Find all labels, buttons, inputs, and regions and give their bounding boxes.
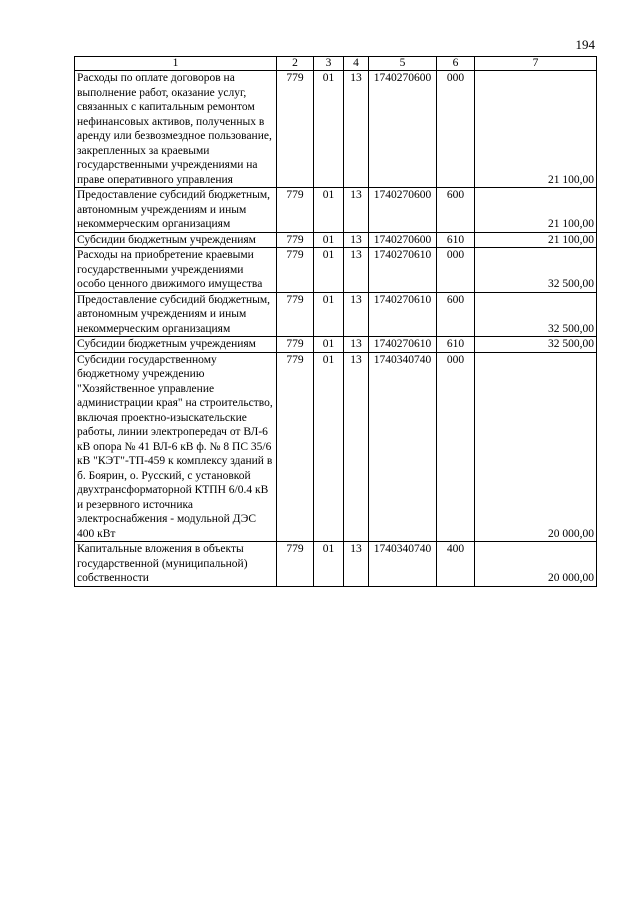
- ministry-code: 779: [277, 248, 314, 293]
- expense-type-code: 610: [437, 232, 475, 248]
- table-row: [75, 292, 597, 337]
- section-code: 01: [314, 352, 344, 542]
- item-name: Субсидии государственному бюджетному учреждению "Хозяйственное управление администрации края" на строительство, включая проектно-изыскательские работы, линии электропередач от ВЛ-6 кВ опора № 41 ВЛ-6 кВ ф. № 8 ПС 35/6 кВ "КЭТ"-ТП-459 к комплексу зданий в б. Боярин, о. Русский, с установкой двухтрансформаторной КТПН 6/0.4 кВ и резервного источника электроснабжения - модульной ДЭС 400 кВт: [75, 352, 277, 542]
- section-code: 01: [314, 188, 344, 233]
- item-name: Капитальные вложения в объекты государственной (муниципальной) собственности: [75, 542, 277, 587]
- column-header: 4: [344, 57, 369, 71]
- target-code: 1740270600: [369, 232, 437, 248]
- section-code: 01: [314, 248, 344, 293]
- page-number: 194: [575, 37, 595, 52]
- expense-type-code: 600: [437, 188, 475, 233]
- subsection-code: 13: [344, 248, 369, 293]
- item-name: Субсидии бюджетным учреждениям: [75, 337, 277, 353]
- amount: 20 000,00: [475, 352, 597, 542]
- table-row: [75, 542, 597, 587]
- table-row: [75, 337, 597, 353]
- item-name: Расходы по оплате договоров на выполнение работ, оказание услуг, связанных с капитальным ремонтом нефинансовых активов, полученных в аренду или безвозмездное пользование, закрепленных за краевыми государственными учреждениями на праве оперативного управления: [75, 71, 277, 188]
- section-code: 01: [314, 71, 344, 188]
- target-code: 1740270600: [369, 71, 437, 188]
- amount: 32 500,00: [475, 337, 597, 353]
- item-name: Предоставление субсидий бюджетным, автономным учреждениям и иным некоммерческим организациям: [75, 188, 277, 233]
- expense-type-code: 600: [437, 292, 475, 337]
- subsection-code: 13: [344, 71, 369, 188]
- ministry-code: 779: [277, 542, 314, 587]
- item-name: Субсидии бюджетным учреждениям: [75, 232, 277, 248]
- subsection-code: 13: [344, 232, 369, 248]
- column-header: 2: [277, 57, 314, 71]
- ministry-code: 779: [277, 232, 314, 248]
- section-code: 01: [314, 542, 344, 587]
- table-row: [75, 352, 597, 542]
- expense-type-code: 000: [437, 352, 475, 542]
- target-code: 1740270610: [369, 292, 437, 337]
- expense-type-code: 400: [437, 542, 475, 587]
- item-name: Предоставление субсидий бюджетным, автономным учреждениям и иным некоммерческим организациям: [75, 292, 277, 337]
- column-number-row: [75, 57, 597, 71]
- subsection-code: 13: [344, 188, 369, 233]
- column-header: 5: [369, 57, 437, 71]
- table-row: [75, 188, 597, 233]
- target-code: 1740340740: [369, 542, 437, 587]
- expense-type-code: 000: [437, 71, 475, 188]
- amount: 32 500,00: [475, 248, 597, 293]
- ministry-code: 779: [277, 352, 314, 542]
- section-code: 01: [314, 232, 344, 248]
- target-code: 1740270600: [369, 188, 437, 233]
- budget-table: [74, 56, 597, 587]
- column-header: 7: [475, 57, 597, 71]
- section-code: 01: [314, 337, 344, 353]
- subsection-code: 13: [344, 542, 369, 587]
- subsection-code: 13: [344, 337, 369, 353]
- column-header: 1: [75, 57, 277, 71]
- section-code: 01: [314, 292, 344, 337]
- table-row: [75, 71, 597, 188]
- ministry-code: 779: [277, 188, 314, 233]
- amount: 21 100,00: [475, 232, 597, 248]
- target-code: 1740270610: [369, 337, 437, 353]
- amount: 32 500,00: [475, 292, 597, 337]
- expense-type-code: 000: [437, 248, 475, 293]
- subsection-code: 13: [344, 352, 369, 542]
- ministry-code: 779: [277, 337, 314, 353]
- table-row: [75, 232, 597, 248]
- target-code: 1740270610: [369, 248, 437, 293]
- column-header: 3: [314, 57, 344, 71]
- ministry-code: 779: [277, 292, 314, 337]
- column-header: 6: [437, 57, 475, 71]
- ministry-code: 779: [277, 71, 314, 188]
- amount: 21 100,00: [475, 188, 597, 233]
- subsection-code: 13: [344, 292, 369, 337]
- expense-type-code: 610: [437, 337, 475, 353]
- item-name: Расходы на приобретение краевыми государственными учреждениями особо ценного движимого имущества: [75, 248, 277, 293]
- table-row: [75, 248, 597, 293]
- target-code: 1740340740: [369, 352, 437, 542]
- amount: 20 000,00: [475, 542, 597, 587]
- amount: 21 100,00: [475, 71, 597, 188]
